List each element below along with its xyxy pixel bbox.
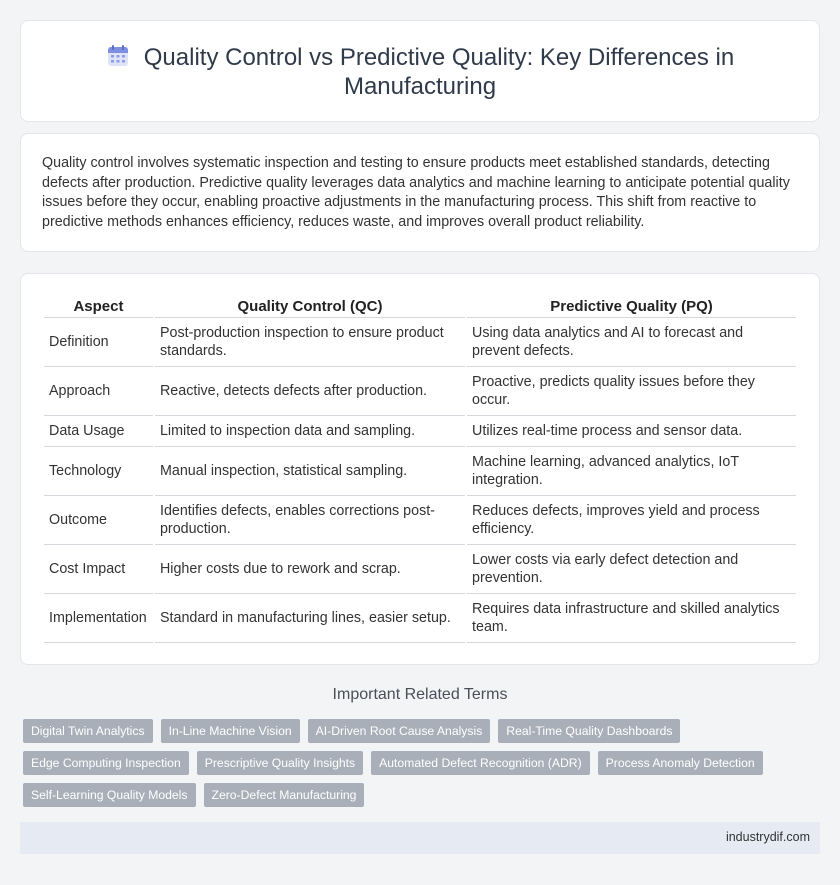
- intro-paragraph: Quality control involves systematic inspection and testing to ensure products meet established standards, detecting defects after production. Predictive quality leverages data analytics and machine learning to anticipate potential quality issues before they occur, enabling proactive adjustments in the manufacturing process. This shift from reactive to predictive methods enhances efficiency, reduces waste, and improves overall product reliability.: [42, 155, 790, 230]
- term-tag[interactable]: Edge Computing Inspection: [23, 751, 189, 775]
- table-row: [44, 594, 796, 643]
- term-tag[interactable]: Automated Defect Recognition (ADR): [371, 751, 590, 775]
- row-aspect: Implementation: [44, 594, 153, 643]
- page-title: [61, 43, 779, 101]
- table-row: [44, 447, 796, 496]
- term-tag[interactable]: AI-Driven Root Cause Analysis: [308, 719, 491, 743]
- footer-site[interactable]: industrydif.com: [725, 830, 810, 844]
- related-terms-title: Important Related Terms: [332, 686, 508, 703]
- row-pq: Using data analytics and AI to forecast and prevent defects.: [467, 318, 796, 367]
- row-qc: Post-production inspection to ensure product standards.: [155, 318, 465, 367]
- row-pq: Machine learning, advanced analytics, IoT integration.: [467, 447, 796, 496]
- term-tag[interactable]: In-Line Machine Vision: [161, 719, 300, 743]
- table-row: [44, 318, 796, 367]
- table-row: [44, 367, 796, 416]
- row-aspect: Technology: [44, 447, 153, 496]
- page-title-text: Quality Control vs Predictive Quality: Key Differences in Manufacturing: [143, 44, 735, 100]
- comparison-card: [20, 273, 820, 665]
- row-aspect: Approach: [44, 367, 153, 416]
- header-qc: Quality Control (QC): [155, 296, 465, 318]
- intro-card: [20, 133, 820, 252]
- term-tag[interactable]: Digital Twin Analytics: [23, 719, 153, 743]
- term-tag[interactable]: Self-Learning Quality Models: [23, 783, 196, 807]
- row-pq: Lower costs via early defect detection and prevention.: [467, 545, 796, 594]
- row-aspect: Definition: [44, 318, 153, 367]
- row-qc: Manual inspection, statistical sampling.: [155, 447, 465, 496]
- row-qc: Limited to inspection data and sampling.: [155, 416, 465, 447]
- table-row: [44, 545, 796, 594]
- table-row: [44, 496, 796, 545]
- calendar-icon: [106, 44, 130, 68]
- row-pq: Utilizes real-time process and sensor data.: [467, 416, 796, 447]
- title-card: [20, 20, 820, 122]
- footer: [20, 822, 820, 854]
- row-qc: Higher costs due to rework and scrap.: [155, 545, 465, 594]
- row-qc: Reactive, detects defects after production.: [155, 367, 465, 416]
- row-pq: Reduces defects, improves yield and process efficiency.: [467, 496, 796, 545]
- table-row: [44, 416, 796, 447]
- row-pq: Proactive, predicts quality issues before they occur.: [467, 367, 796, 416]
- row-qc: Identifies defects, enables corrections post-production.: [155, 496, 465, 545]
- header-aspect: Aspect: [44, 296, 153, 318]
- term-tag[interactable]: Prescriptive Quality Insights: [197, 751, 363, 775]
- row-aspect: Cost Impact: [44, 545, 153, 594]
- row-pq: Requires data infrastructure and skilled analytics team.: [467, 594, 796, 643]
- row-aspect: Outcome: [44, 496, 153, 545]
- term-tag[interactable]: Real-Time Quality Dashboards: [498, 719, 680, 743]
- related-terms-list: [23, 719, 783, 807]
- comparison-table: [42, 296, 798, 643]
- term-tag[interactable]: Zero-Defect Manufacturing: [204, 783, 365, 807]
- header-pq: Predictive Quality (PQ): [467, 296, 796, 318]
- row-aspect: Data Usage: [44, 416, 153, 447]
- term-tag[interactable]: Process Anomaly Detection: [598, 751, 763, 775]
- row-qc: Standard in manufacturing lines, easier setup.: [155, 594, 465, 643]
- table-header-row: [44, 296, 796, 318]
